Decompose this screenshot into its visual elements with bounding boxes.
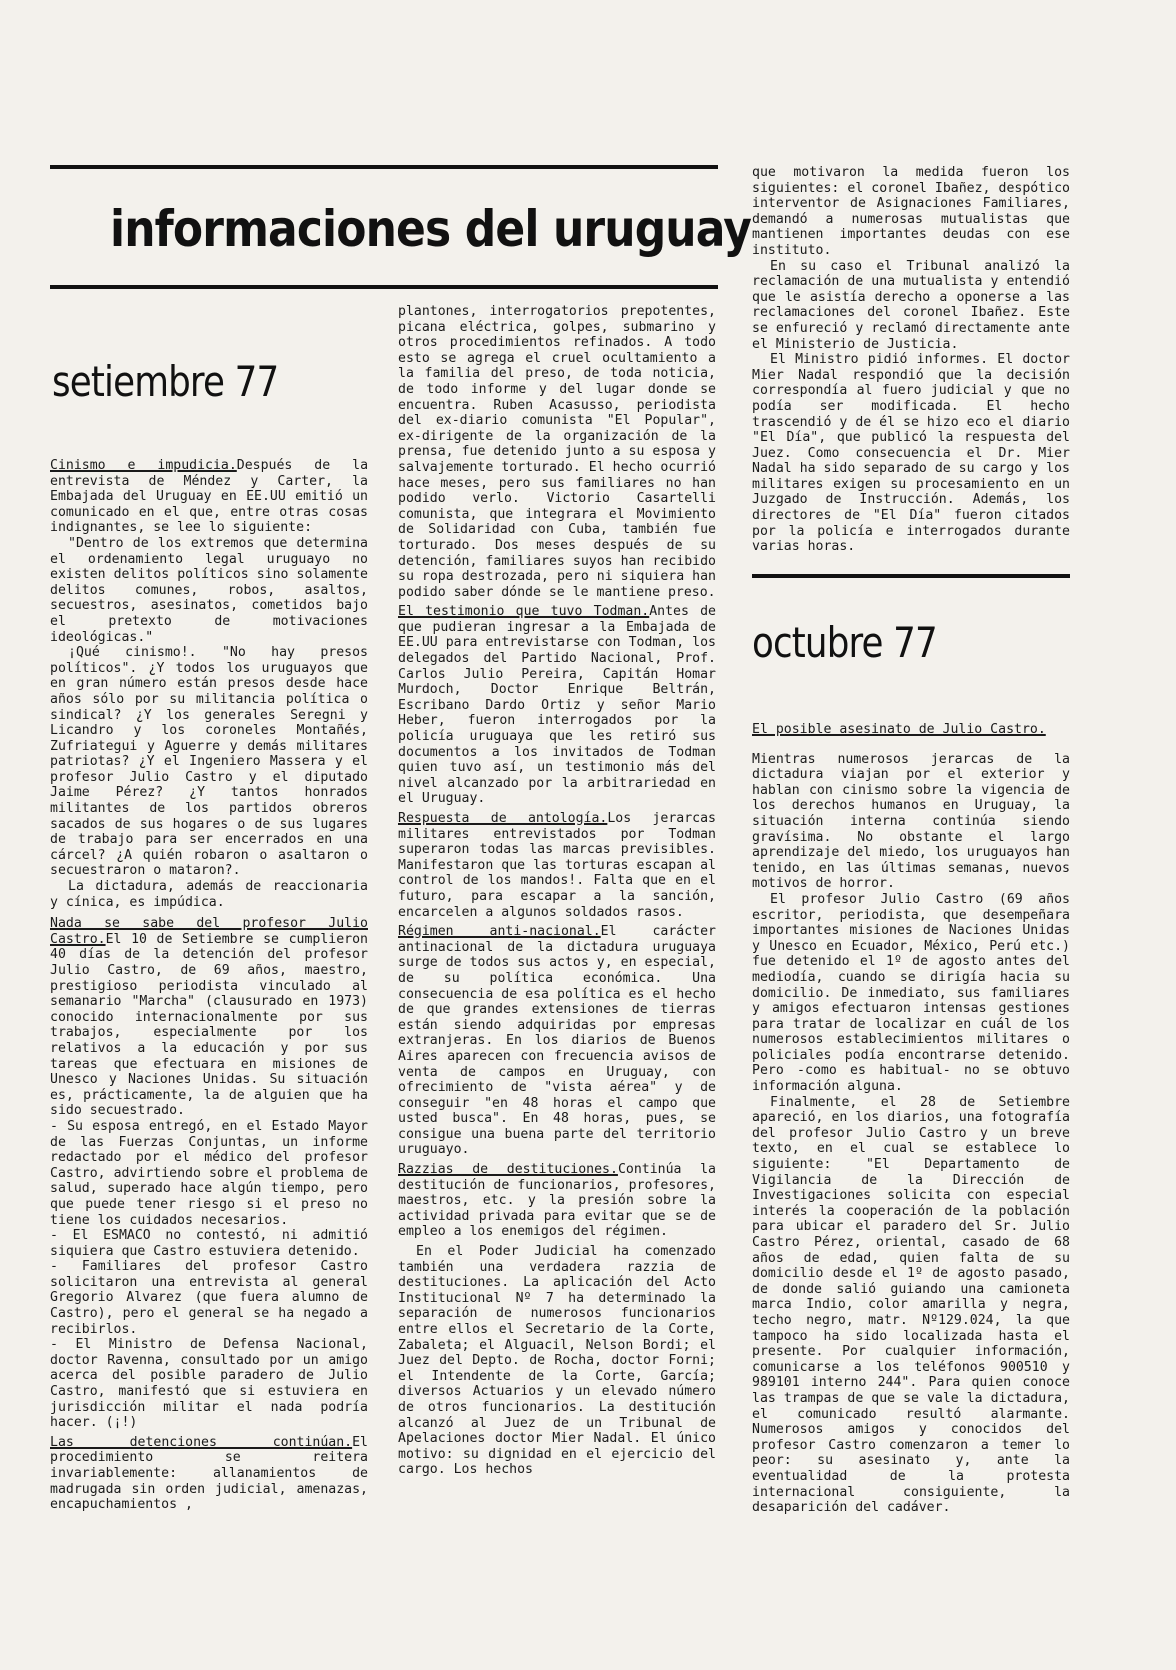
section-heading-setiembre: setiembre 77 — [52, 357, 279, 406]
headline-asesinato: El posible asesinato de Julio Castro. — [752, 722, 1046, 737]
article-column-3-bottom — [752, 722, 1070, 1582]
paragraph: En el Poder Judicial ha comenzado también una verdadera razzia de destituciones. La aplicación del Acto Institucional Nº 7 ha determinado la separación de numerosos funcionarios entre ellos el Secretario de la Corte, Zabaleta; el Alguacil, Nelson Bordi; el Juez del Depto. de Rocha, doctor Forni; el Intendente de la Corte, García; diversos Actuarios y un elevado número de otros funcionarios. La destitución alcanzó al Juez de un Tribunal de Apelaciones doctor Mier Nadal. El único motivo: su dignidad en el ejercicio del cargo. Los hechos — [398, 1244, 716, 1478]
paragraph: que motivaron la medida fueron los siguientes: el coronel Ibañez, despótico interventor de Asignaciones Familiares, demandó a numerosas mutualistas que mantienen importantes deudas con ese instituto. — [752, 165, 1070, 258]
paragraph: - El ESMACO no contestó, ni admitió siquiera que Castro estuviera detenido. — [50, 1228, 368, 1259]
paragraph: La dictadura, además de reaccionaria y cínica, es impúdica. — [50, 879, 368, 910]
headline-razzias: Razzias de destituciones. — [398, 1162, 618, 1178]
paragraph: "Dentro de los extremos que determina el ordenamiento legal uruguayo no existen delitos políticos sino solamente delitos comunes, robos, asaltos, secuestros, asesinatos, cometidos bajo el pretexto de motivaciones ideológicas." — [50, 535, 368, 645]
article-column-2 — [398, 304, 716, 1574]
article-column-1 — [50, 458, 369, 1513]
headline-castro: Nada se sabe del profesor Julio Castro. — [50, 916, 368, 947]
paragraph: El profesor Julio Castro (69 años escritor, periodista, que desempeñara importantes misiones de Naciones Unidas y Unesco en Ecuador, México, Perú etc.) fue detenido el 1º de agosto antes del mediodía, cuando se dirigía hacia su domicilio. De inmediato, sus familiares y amigos efectuaron intensas gestiones para tratar de localizar en cuál de los numerosos establecimientos militares o policiales podía encontrarse detenido. Pero -como es habitual- no se obtuvo información alguna. — [752, 891, 1070, 1095]
paragraph: Antes de que pudieran ingresar a la Embajada de EE.UU para entrevistarse con Todman, los delegados del Partido Nacional, Prof. Carlos Julio Pereira, Capitán Homar Murdoch, Doctor Enrique Beltrán, Escribano Dardo Ortiz y señor Mario Heber, fueron interrogados por la policía uruguaya que les retiró sus documentos a los invitados de Todman quien tuvo así, un testimonio más del nivel alcanzado por la arbitrariedad en el Uruguay. — [398, 604, 716, 807]
paragraph: Continúa la destitución de funcionarios, profesores, maestros, etc. y la presión sobre la actividad privada para evitar que se de empleo a los enemigos del régimen. — [398, 1162, 716, 1240]
paragraph: El carácter antinacional de la dictadura uruguaya surge de todos sus actos y, en especial, de su política económica. Una consecuencia de esa política es el hecho de que grandes extensiones de tierras están siendo adquiridas por empresas extranjeras. En los diarios de Buenos Aires aparecen con frecuencia avisos de venta de campos en Uruguay, con ofrecimiento de "vista aérea" y de conseguir "en 48 horas el campo que usted busca". En 48 horas, pues, se consigue una buena parte del territorio uruguayo. — [398, 924, 716, 1158]
paragraph: Mientras numerosos jerarcas de la dictadura viajan por el exterior y hablan con cinismo sobre la vigencia de los derechos humanos en Uruguay, la situación interna continúa siendo gravísima. No obstante el largo aprendizaje del miedo, los uruguayos han tenido, en las últimas semanas, nuevos motivos de horror. — [752, 751, 1070, 892]
paragraph: - El Ministro de Defensa Nacional, doctor Ravenna, consultado por un amigo acerca del posible paradero de Julio Castro, manifestó que si estuviera en jurisdicción militar el nada podría hacer. (¡!) — [50, 1337, 368, 1431]
masthead-title: informaciones del uruguay — [110, 200, 752, 258]
paragraph: Finalmente, el 28 de Setiembre apareció, en los diarios, una fotografía del profesor Julio Castro y un breve texto, en el cual se establece lo siguiente: "El Departamento de Vigilancia de la Dirección de Investigaciones solicita con especial interés la cooperación de la población para ubicar el paradero del Sr. Julio Castro Pérez, oriental, casado de 68 años de edad, quien falta de su domicilio desde el 1º de agosto pasado, de donde salió guiando una camioneta marca Indio, color amarilla y negra, techo negro, matr. Nº129.024, la que tampoco ha sido localizada hasta el presente. Por cualquier información, comunicarse a los teléfonos 900510 y 989101 interno 244". Para quien conoce las trampas de que se vale la dictadura, el comunicado resultó alarmante. Numerosos amigos y conocidos del profesor Castro comenzaron a temer lo peor: su asesinato y, ante la eventualidad de la protesta internacional consiguiente, la desaparición del cadáver. — [752, 1094, 1070, 1516]
top-rule-left — [50, 165, 718, 169]
paragraph: Después de la entrevista de Méndez y Carter, la Embajada del Uruguay en EE.UU emitió un comunicado en el que, entre otras cosas indignantes, se lee lo siguiente: — [50, 458, 369, 536]
paragraph: Los jerarcas militares entrevistados por Todman superaron todas las marcas previsibles. Manifestaron que las torturas escapan al control de los mandos!. Falta que en el futuro, para escapar a la sanción, encarcelen a algunos soldados rasos. — [398, 811, 716, 920]
section-heading-octubre: octubre 77 — [752, 618, 937, 667]
paragraph: - Familiares del profesor Castro solicitaron una entrevista al general Gregorio Alvarez (que fuera alumno de Castro), pero el general se ha negado a recibirlos. — [50, 1259, 368, 1337]
headline-todman: El testimonio que tuvo Todman. — [398, 604, 650, 620]
paragraph: El Ministro pidió informes. El doctor Mier Nadal respondió que la decisión correspondía al fuero judicial y que no podía ser modificada. El hecho trascendió y de él se hizo eco el diario "El Día", que publicó la respuesta del Juez. Como consecuencia el Dr. Mier Nadal ha sido separado de su cargo y los militares exigen su procesamiento en un Juzgado de Instrucción. Además, los directores de "El Día" fueron citados por la policía e interrogados durante varias horas. — [752, 352, 1070, 555]
paragraph: El procedimiento se reitera invariablemente: allanamientos de madrugada sin orden judicial, amenazas, encapuchamientos , — [50, 1434, 368, 1513]
article-column-3-top — [752, 165, 1070, 565]
col3-section-rule — [752, 574, 1070, 578]
paragraph: En su caso el Tribunal analizó la reclamación de una mutualista y entendió que le asistía derecho a oponerse a las reclamaciones del coronel Ibañez. Este se enfureció y reclamó directamente ante el Ministerio de Justicia. — [752, 258, 1070, 352]
paragraph: El 10 de Setiembre se cumplieron 40 días de la detención del profesor Julio Castro, de 69 años, maestro, prestigioso periodista vinculado al semanario "Marcha" (clausurado en 1973) conocido internacionalmente por sus trabajos, especialmente por los relativos a la educación y por sus tareas que efectuara en misiones de Unesco y Naciones Unidas. Su situación es, prácticamente, la de alguien que ha sido secuestrado. — [50, 931, 368, 1119]
paragraph: - Su esposa entregó, en el Estado Mayor de las Fuerzas Conjuntas, un informe redactado por el médico del profesor Castro, advirtiendo sobre el problema de salud, superado hace algún tiempo, pero que puede tener riesgo si el preso no tiene los cuidados necesarios. — [50, 1118, 368, 1228]
paragraph: ¡Qué cinismo!. "No hay presos políticos". ¿Y todos los uruguayos que en gran número están presos desde hace años sólo por su militancia política o sindical? ¿Y los generales Seregni y Licandro y los coroneles Montañés, Zufriategui y Aguerre y demás militares patriotas? ¿Y el Ingeniero Massera y el profesor Julio Castro y el diputado Jaime Pérez? ¿Y tantos honrados militantes de los partidos obreros sacados de sus hogares o de sus lugares de trabajo para ser encerrados en una cárcel? ¿A quién robaron o asaltaron o secuestraron o mataron?. — [50, 645, 368, 879]
headline-antologia: Respuesta de antología. — [398, 811, 608, 826]
headline-detenciones: Las detenciones continúan. — [50, 1434, 353, 1450]
headline-cinismo: Cinismo e impudicia. — [50, 458, 237, 473]
mast-bottom-rule — [50, 285, 718, 289]
paragraph: plantones, interrogatorios prepotentes, picana eléctrica, golpes, submarino y otros procedimientos refinados. A todo esto se agrega el cruel ocultamiento a la familia del preso, de toda noticia, de todo informe y del lugar donde se encuentra. Ruben Acasusso, periodista del ex-diario comunista "El Popular", ex-dirigente de la organización de la prensa, fue detenido junto a su esposa y salvajemente torturado. El hecho ocurrió hace meses, pero sus familiares no han podido verlo. Victorio Casartelli comunista, que integrara el Movimiento de Solidaridad con Cuba, también fue torturado. Dos meses después de su detención, familiares suyos han recibido su ropa destrozada, pero ni siquiera han podido saber dónde se le mantiene preso. — [398, 304, 716, 600]
headline-regimen: Régimen anti-nacional. — [398, 924, 601, 940]
